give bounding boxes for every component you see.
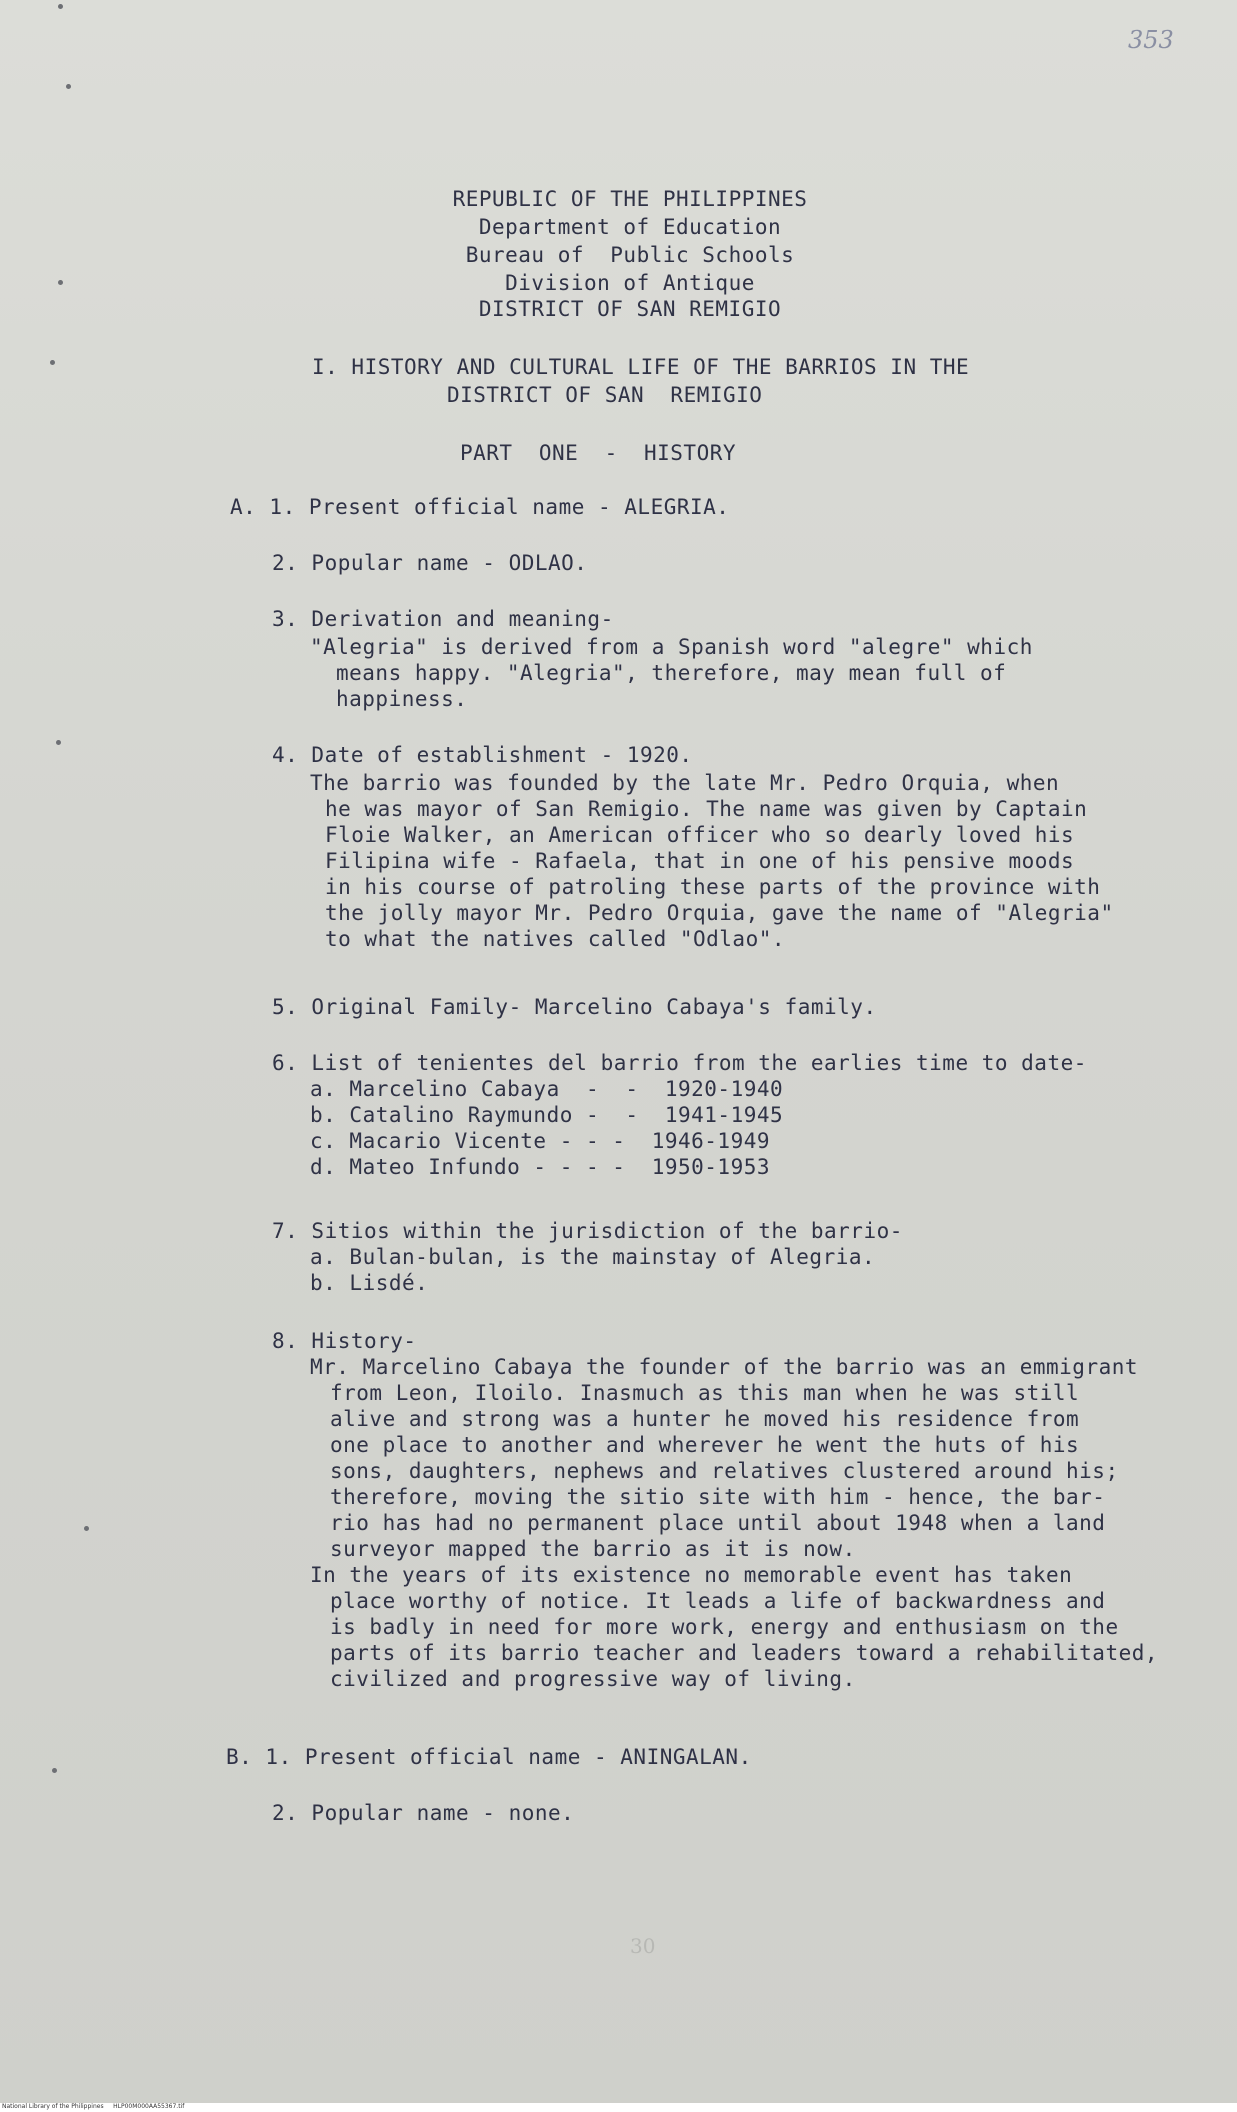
a-item-6-title: 6. List of tenientes del barrio from the earlies time to date- <box>272 1051 1087 1075</box>
header-district: DISTRICT OF SAN REMIGIO <box>478 297 782 321</box>
header-department: Department of Education <box>478 215 782 239</box>
section-title-line2: DISTRICT OF SAN REMIGIO <box>447 383 763 407</box>
header-bureau: Bureau of Public Schools <box>465 243 795 267</box>
speck <box>50 360 55 365</box>
sitio-entry: a. Bulan-bulan, is the mainstay of Alegria. <box>310 1245 876 1269</box>
a-item-4-line: in his course of patroling these parts of the province with <box>325 875 1101 899</box>
a-item-4-line: the jolly mayor Mr. Pedro Orquia, gave the name of "Alegria" <box>325 901 1114 925</box>
teniente-entry: b. Catalino Raymundo - - 1941-1945 <box>310 1103 784 1127</box>
header-republic: REPUBLIC OF THE PHILIPPINES <box>452 187 808 211</box>
history-line: rio has had no permanent place until about 1948 when a land <box>330 1511 1106 1535</box>
a-item-4-line: The barrio was founded by the late Mr. Pedro Orquia, when <box>310 771 1060 795</box>
speck <box>84 1526 89 1531</box>
a-item-4-line: Floie Walker, an American officer who so dearly loved his <box>325 823 1075 847</box>
a-item-7-title: 7. Sitios within the jurisdiction of the barrio- <box>272 1219 903 1243</box>
history-line: from Leon, Iloilo. Inasmuch as this man when he was still <box>330 1381 1080 1405</box>
speck <box>58 280 63 285</box>
a-item-4-line: he was mayor of San Remigio. The name was given by Captain <box>325 797 1088 821</box>
teniente-entry: a. Marcelino Cabaya - - 1920-1940 <box>310 1077 784 1101</box>
history-line: surveyor mapped the barrio as it is now. <box>330 1537 856 1561</box>
scan-footer-strip <box>0 2103 1237 2112</box>
b-item-2-popular-name: 2. Popular name - none. <box>272 1801 575 1825</box>
history-line: Mr. Marcelino Cabaya the founder of the barrio was an emmigrant <box>310 1355 1139 1379</box>
speck <box>56 740 61 745</box>
a-item-3-title: 3. Derivation and meaning- <box>272 607 614 631</box>
a-item-4-line: to what the natives called "Odlao". <box>325 927 786 951</box>
teniente-entry: d. Mateo Infundo - - - - 1950-1953 <box>310 1155 771 1179</box>
faint-stamp-number: 30 <box>630 1934 656 1958</box>
part-heading: PART ONE - HISTORY <box>460 441 737 465</box>
speck <box>58 4 63 9</box>
speck <box>66 84 71 89</box>
history-line: sons, daughters, nephews and relatives clustered around his; <box>330 1459 1119 1483</box>
history-line: parts of its barrio teacher and leaders toward a rehabilitated, <box>330 1641 1159 1665</box>
teniente-entry: c. Macario Vicente - - - 1946-1949 <box>310 1129 771 1153</box>
speck <box>52 1768 57 1773</box>
b-item-1-official-name: B. 1. Present official name - ANINGALAN. <box>226 1745 752 1769</box>
a-item-1-official-name: A. 1. Present official name - ALEGRIA. <box>230 495 730 519</box>
a-item-3-line: happiness. <box>336 687 468 711</box>
a-item-4-title: 4. Date of establishment - 1920. <box>272 743 693 767</box>
a-item-3-line: means happy. "Alegria", therefore, may mean full of <box>336 661 1007 685</box>
header-division: Division of Antique <box>505 271 755 295</box>
history-line: one place to another and wherever he went the huts of his <box>330 1433 1080 1457</box>
a-item-4-line: Filipina wife - Rafaela, that in one of his pensive moods <box>325 849 1075 873</box>
sitio-entry: b. Lisdé. <box>310 1271 429 1295</box>
history-line: is badly in need for more work, energy and enthusiasm on the <box>330 1615 1119 1639</box>
section-title-line1: I. HISTORY AND CULTURAL LIFE OF THE BARRIOS IN THE <box>312 355 970 379</box>
a-item-8-title: 8. History- <box>272 1329 417 1353</box>
history-line: alive and strong was a hunter he moved his residence from <box>330 1407 1080 1431</box>
a-item-3-line: "Alegria" is derived from a Spanish word "alegre" which <box>310 635 1033 659</box>
history-line: place worthy of notice. It leads a life of backwardness and <box>330 1589 1106 1613</box>
scan-footer-caption: National Library of the Philippines HLP00M000AA55367.tif <box>2 2103 185 2110</box>
history-line: In the years of its existence no memorable event has taken <box>310 1563 1073 1587</box>
page-number: 353 <box>1128 26 1174 54</box>
history-line: civilized and progressive way of living. <box>330 1667 856 1691</box>
a-item-5-original-family: 5. Original Family- Marcelino Cabaya's family. <box>272 995 877 1019</box>
a-item-2-popular-name: 2. Popular name - ODLAO. <box>272 551 588 575</box>
history-line: therefore, moving the sitio site with him - hence, the bar- <box>330 1485 1106 1509</box>
